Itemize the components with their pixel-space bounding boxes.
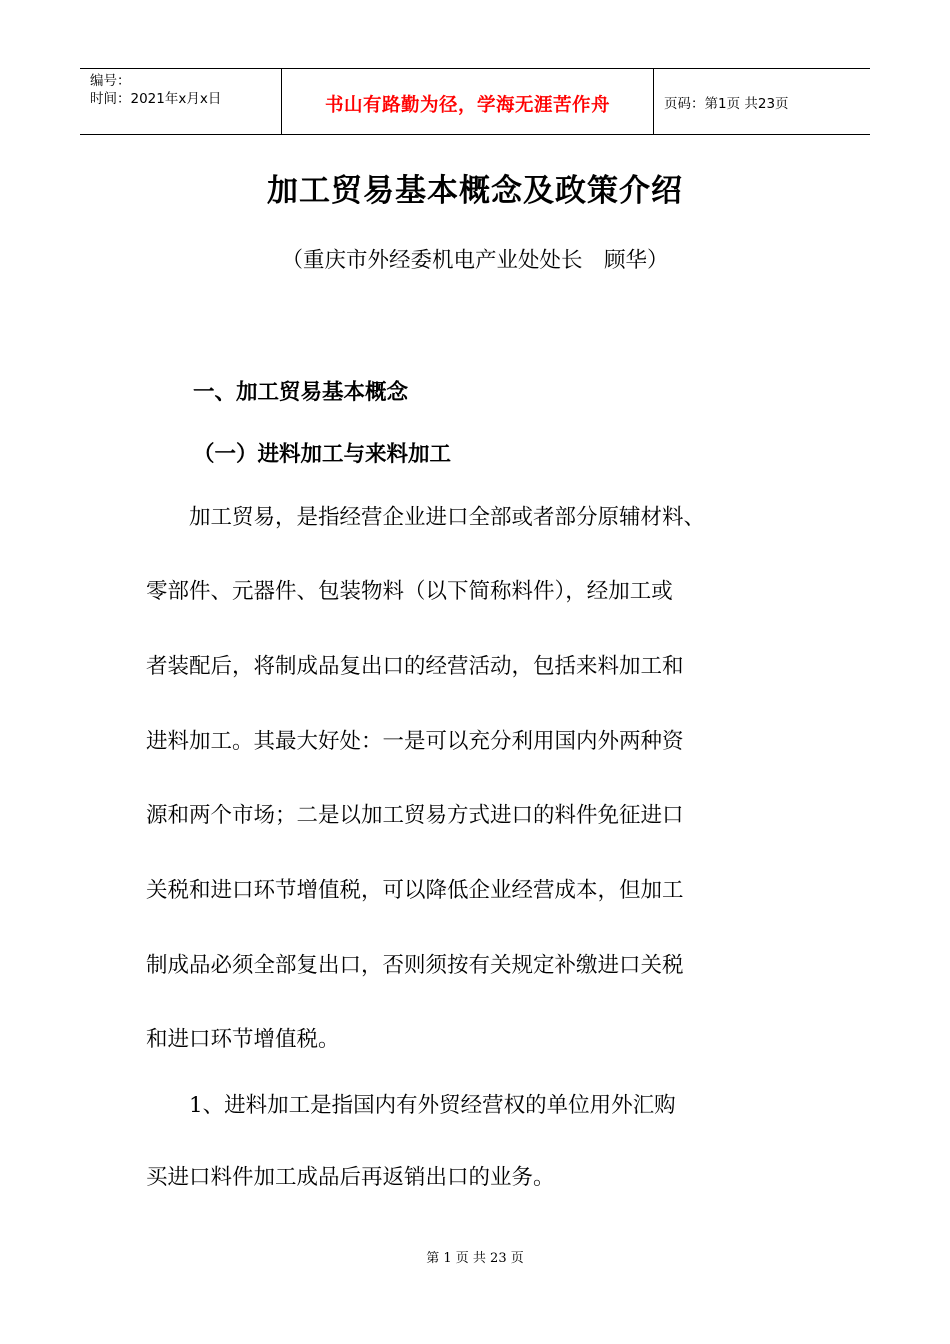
body-line: 买进口料件加工成品后再返销出口的业务。 bbox=[146, 1165, 555, 1190]
document-code-label: 编号： bbox=[90, 73, 131, 89]
body-line: 者装配后，将制成品复出口的经营活动，包括来料加工和 bbox=[146, 654, 684, 679]
body-line: 源和两个市场；二是以加工贸易方式进口的料件免征进口 bbox=[146, 803, 684, 828]
body-line: 进料加工。其最大好处：一是可以充分利用国内外两种资 bbox=[146, 729, 684, 754]
header-meta-cell bbox=[80, 69, 282, 134]
body-line: 和进口环节增值税。 bbox=[146, 1027, 340, 1052]
header-table bbox=[80, 68, 870, 135]
header-page-info: 页码：第1页 共23页 bbox=[664, 95, 789, 112]
section-heading: 一、加工贸易基本概念 bbox=[193, 380, 409, 405]
body-line: 1、进料加工是指国内有外贸经营权的单位用外汇购 bbox=[146, 1093, 676, 1118]
document-title: 加工贸易基本概念及政策介绍 bbox=[267, 173, 683, 209]
header-motto: 书山有路勤为径，学海无涯苦作舟 bbox=[324, 95, 610, 116]
body-line: 制成品必须全部复出口，否则须按有关规定补缴进口关税 bbox=[146, 953, 684, 978]
document-time-label: 时间：2021年x月x日 bbox=[90, 91, 222, 107]
body-line: 关税和进口环节增值税，可以降低企业经营成本，但加工 bbox=[146, 878, 684, 903]
body-line: 零部件、元器件、包装物料（以下简称料件），经加工或 bbox=[146, 579, 673, 604]
document-subtitle: （重庆市外经委机电产业处处长 顾华） bbox=[281, 248, 669, 273]
subsection-heading: （一）进料加工与来料加工 bbox=[193, 442, 452, 467]
body-line: 加工贸易，是指经营企业进口全部或者部分原辅材料、 bbox=[146, 505, 706, 530]
page-footer: 第 1 页 共 23 页 bbox=[426, 1251, 524, 1266]
header-motto-cell bbox=[282, 69, 654, 134]
header-page-cell bbox=[654, 69, 870, 134]
